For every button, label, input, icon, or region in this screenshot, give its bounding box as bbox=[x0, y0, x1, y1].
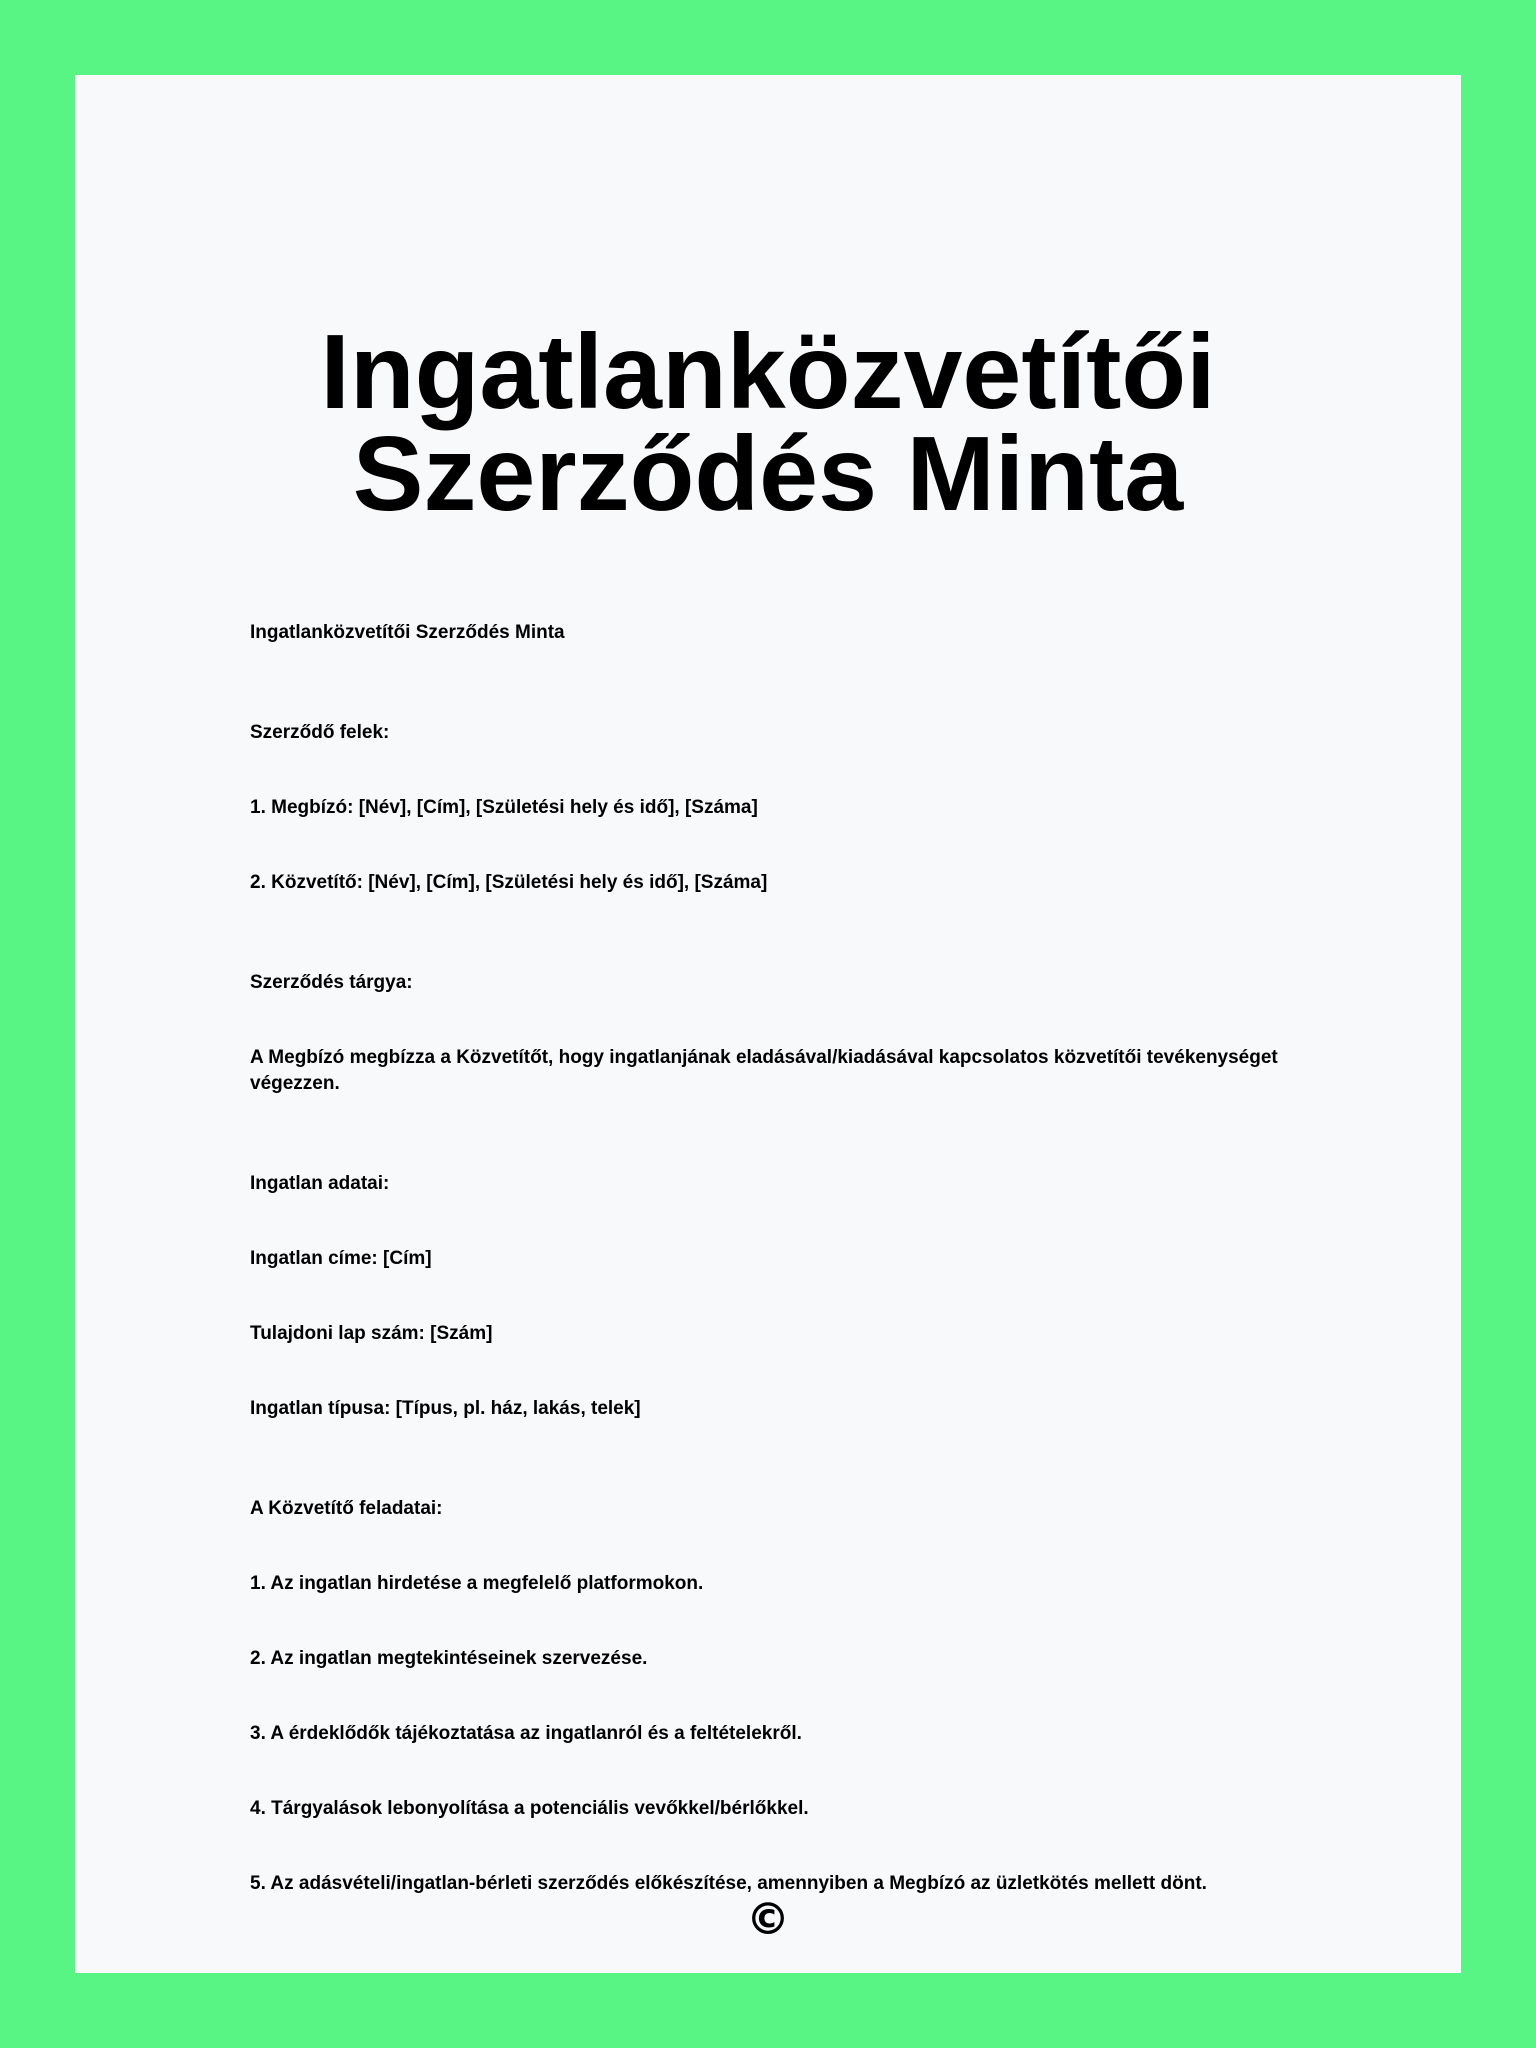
document-page bbox=[75, 75, 1461, 1973]
property-title-deed: Tulajdoni lap szám: [Szám] bbox=[250, 1323, 493, 1344]
duty-item: 4. Tárgyalások lebonyolítása a potenciális vevőkkel/bérlőkkel. bbox=[250, 1798, 809, 1819]
duty-item: 1. Az ingatlan hirdetése a megfelelő platformokon. bbox=[250, 1573, 704, 1594]
document-body bbox=[250, 620, 1330, 1897]
copyright-icon: © bbox=[746, 1894, 790, 1945]
parties-heading: Szerződő felek: bbox=[250, 722, 390, 743]
subject-heading: Szerződés tárgya: bbox=[250, 972, 413, 993]
duty-item: 2. Az ingatlan megtekintéseinek szervezése. bbox=[250, 1648, 648, 1669]
subject-text: A Megbízó megbízza a Közvetítőt, hogy ingatlanjának eladásával/kiadásával kapcsolatos közvetítői tevékenységet végezzen. bbox=[250, 1047, 1278, 1094]
party-1: 1. Megbízó: [Név], [Cím], [Születési hely és idő], [Száma] bbox=[250, 797, 758, 818]
property-address: Ingatlan címe: [Cím] bbox=[250, 1248, 432, 1269]
property-heading: Ingatlan adatai: bbox=[250, 1173, 390, 1194]
property-type: Ingatlan típusa: [Típus, pl. ház, lakás, telek] bbox=[250, 1398, 641, 1419]
party-2: 2. Közvetítő: [Név], [Cím], [Születési hely és idő], [Száma] bbox=[250, 872, 768, 893]
duty-item: 5. Az adásvételi/ingatlan-bérleti szerződés előkészítése, amennyiben a Megbízó az üzletkötés mellett dönt. bbox=[250, 1873, 1207, 1894]
document-subtitle: Ingatlanközvetítői Szerződés Minta bbox=[250, 622, 565, 643]
duty-item: 3. A érdeklődők tájékoztatása az ingatlanról és a feltételekről. bbox=[250, 1723, 802, 1744]
page-title: Ingatlanközvetítői Szerződés Minta bbox=[320, 313, 1216, 533]
duties-heading: A Közvetítő feladatai: bbox=[250, 1498, 443, 1519]
